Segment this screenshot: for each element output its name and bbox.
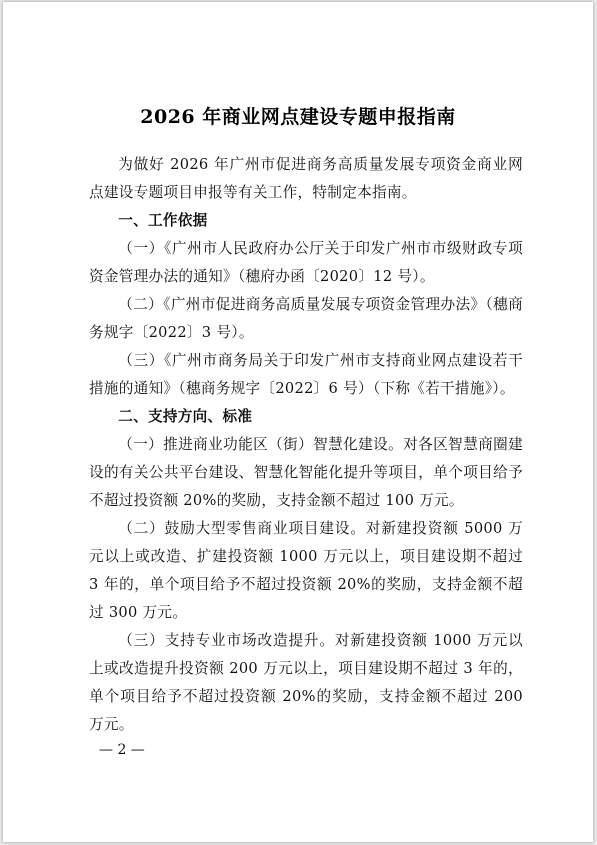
intro-paragraph: 为做好 2026 年广州市促进商务高质量发展专项资金商业网点建设专题项目申报等有关工作，特制定本指南。: [89, 156, 523, 201]
document-title: 2026 年商业网点建设专题申报指南: [140, 106, 456, 128]
basis-item-2: （二）《广州市促进商务高质量发展专项资金管理办法》（穗商务规字〔2022〕3 号）。: [89, 296, 523, 341]
document-page: [3, 2, 593, 842]
document-body: [89, 151, 523, 739]
section-heading-support: 二、支持方向、标准: [118, 408, 253, 425]
support-item-3: （三）支持专业市场改造提升。对新建投资额 1000 万元以上或改造提升投资额 200 万元以上，项目建设期不超过 3 年的，单个项目给予不超过投资额 20%的奖励，支持金额不超过 200 万元。: [89, 632, 523, 733]
basis-item-3: （三）《广州市商务局关于印发广州市支持商业网点建设若干措施的通知》（穗商务规字〔2022〕6 号）（下称《若干措施》）。: [89, 352, 523, 397]
support-item-1: （一）推进商业功能区（街）智慧化建设。对各区智慧商圈建设的有关公共平台建设、智慧化智能化提升等项目，单个项目给予不超过投资额 20%的奖励，支持金额不超过 100 万元。: [89, 436, 523, 509]
support-item-2: （二）鼓励大型零售商业项目建设。对新建投资额 5000 万元以上或改造、扩建投资额 1000 万元以上，项目建设期不超过 3 年的，单个项目给予不超过投资额 20%的奖励，支持金额不超过 300 万元。: [89, 520, 523, 621]
page-number: — 2 —: [99, 742, 145, 758]
section-heading-basis: 一、工作依据: [118, 212, 208, 229]
basis-item-1: （一）《广州市人民政府办公厅关于印发广州市市级财政专项资金管理办法的通知》（穗府办函〔2020〕12 号）。: [89, 240, 523, 285]
